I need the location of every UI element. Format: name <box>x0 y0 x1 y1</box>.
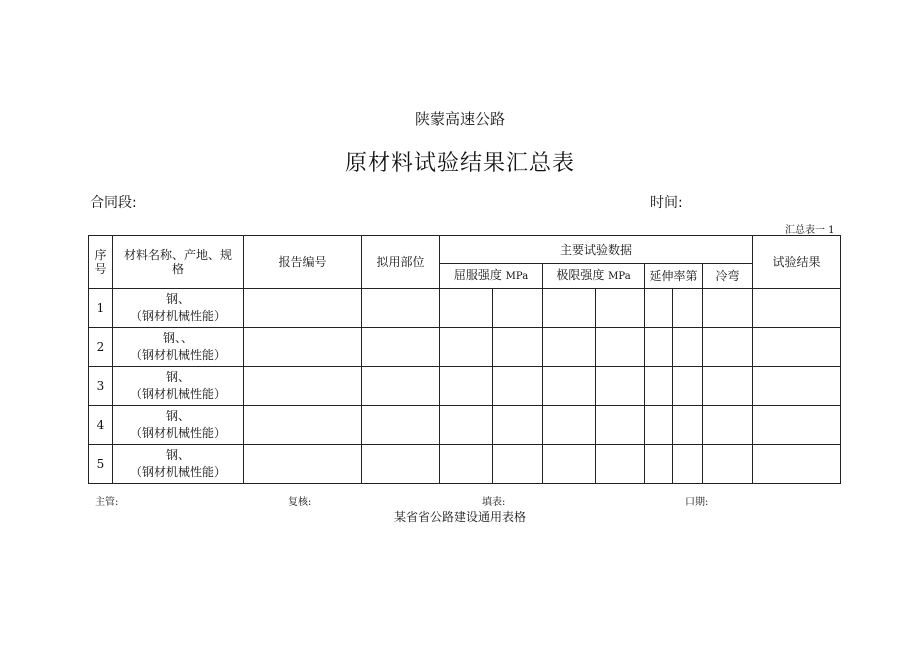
row-yield-cell-b[interactable] <box>493 445 543 484</box>
row-tensile-cell-b[interactable] <box>596 328 645 367</box>
row-material: 钢、 （钢材机械性能） <box>113 406 244 445</box>
row-result-cell[interactable] <box>753 406 841 445</box>
row-elongation-cell-a[interactable] <box>645 367 673 406</box>
row-seq: 2 <box>89 328 113 367</box>
table-row <box>89 289 841 328</box>
row-material: 钢、 （钢材机械性能） <box>113 367 244 406</box>
row-tensile-cell-a[interactable] <box>543 445 596 484</box>
row-tensile-cell-a[interactable] <box>543 367 596 406</box>
row-result-cell[interactable] <box>753 367 841 406</box>
row-report-cell[interactable] <box>244 328 362 367</box>
time-label: 时间: <box>650 195 683 211</box>
row-bend-cell[interactable] <box>703 445 753 484</box>
row-location-cell[interactable] <box>362 289 440 328</box>
row-location-cell[interactable] <box>362 328 440 367</box>
header-elongation: 延伸率第 <box>645 264 703 289</box>
row-result-cell[interactable] <box>753 328 841 367</box>
row-location-cell[interactable] <box>362 367 440 406</box>
header-yield-strength: 屈服强度 MPa <box>440 264 543 289</box>
table-row <box>89 367 841 406</box>
header-cold-bend: 冷弯 <box>703 264 753 289</box>
row-location-cell[interactable] <box>362 406 440 445</box>
row-yield-cell-b[interactable] <box>493 328 543 367</box>
row-material: 钢、、 （钢材机械性能） <box>113 328 244 367</box>
header-main-data: 主要试验数据 <box>440 236 753 264</box>
row-report-cell[interactable] <box>244 445 362 484</box>
row-elongation-cell-a[interactable] <box>645 289 673 328</box>
row-seq: 3 <box>89 367 113 406</box>
row-material: 钢、 （钢材机械性能） <box>113 289 244 328</box>
header-location: 拟用部位 <box>362 236 440 289</box>
header-material: 材料名称、产地、规 格 <box>113 236 244 289</box>
row-elongation-cell-a[interactable] <box>645 328 673 367</box>
row-yield-cell-a[interactable] <box>440 289 493 328</box>
row-location-cell[interactable] <box>362 445 440 484</box>
row-bend-cell[interactable] <box>703 289 753 328</box>
row-yield-cell-b[interactable] <box>493 406 543 445</box>
row-elongation-cell-b[interactable] <box>673 406 703 445</box>
results-table <box>88 235 841 484</box>
supervisor-label: 主管: <box>95 497 119 508</box>
row-bend-cell[interactable] <box>703 367 753 406</box>
table-row <box>89 406 841 445</box>
row-tensile-cell-a[interactable] <box>543 328 596 367</box>
row-elongation-cell-b[interactable] <box>673 445 703 484</box>
row-seq: 5 <box>89 445 113 484</box>
table-row <box>89 328 841 367</box>
row-tensile-cell-b[interactable] <box>596 367 645 406</box>
header-report-number: 报告编号 <box>244 236 362 289</box>
row-yield-cell-b[interactable] <box>493 289 543 328</box>
row-tensile-cell-a[interactable] <box>543 289 596 328</box>
row-tensile-cell-b[interactable] <box>596 289 645 328</box>
row-tensile-cell-a[interactable] <box>543 406 596 445</box>
row-elongation-cell-b[interactable] <box>673 328 703 367</box>
form-number: 汇总表一 1 <box>785 225 835 236</box>
row-seq: 4 <box>89 406 113 445</box>
document-title: 原材料试验结果汇总表 <box>344 151 575 176</box>
reviewer-label: 复核: <box>288 497 312 508</box>
contract-section-label: 合同段: <box>90 195 137 211</box>
row-report-cell[interactable] <box>244 289 362 328</box>
row-result-cell[interactable] <box>753 445 841 484</box>
row-elongation-cell-b[interactable] <box>673 289 703 328</box>
row-material: 钢、 （钢材机械性能） <box>113 445 244 484</box>
row-yield-cell-a[interactable] <box>440 406 493 445</box>
row-tensile-cell-b[interactable] <box>596 445 645 484</box>
header-tensile-strength: 极限强度 MPa <box>543 264 645 289</box>
row-elongation-cell-b[interactable] <box>673 367 703 406</box>
row-bend-cell[interactable] <box>703 406 753 445</box>
organization-footer: 某省省公路建设通用表格 <box>393 510 526 524</box>
row-yield-cell-a[interactable] <box>440 367 493 406</box>
document-subtitle: 陕蒙高速公路 <box>414 110 505 128</box>
row-yield-cell-a[interactable] <box>440 328 493 367</box>
row-result-cell[interactable] <box>753 289 841 328</box>
date-label: 口期: <box>685 497 709 508</box>
header-seq: 序号 <box>89 236 113 289</box>
row-yield-cell-b[interactable] <box>493 367 543 406</box>
row-tensile-cell-b[interactable] <box>596 406 645 445</box>
row-elongation-cell-a[interactable] <box>645 445 673 484</box>
row-bend-cell[interactable] <box>703 328 753 367</box>
row-yield-cell-a[interactable] <box>440 445 493 484</box>
row-seq: 1 <box>89 289 113 328</box>
signature-footer <box>95 493 815 507</box>
row-report-cell[interactable] <box>244 367 362 406</box>
table-row <box>89 445 841 484</box>
row-elongation-cell-a[interactable] <box>645 406 673 445</box>
filler-label: 填表: <box>482 497 506 508</box>
header-result: 试验结果 <box>753 236 841 289</box>
row-report-cell[interactable] <box>244 406 362 445</box>
